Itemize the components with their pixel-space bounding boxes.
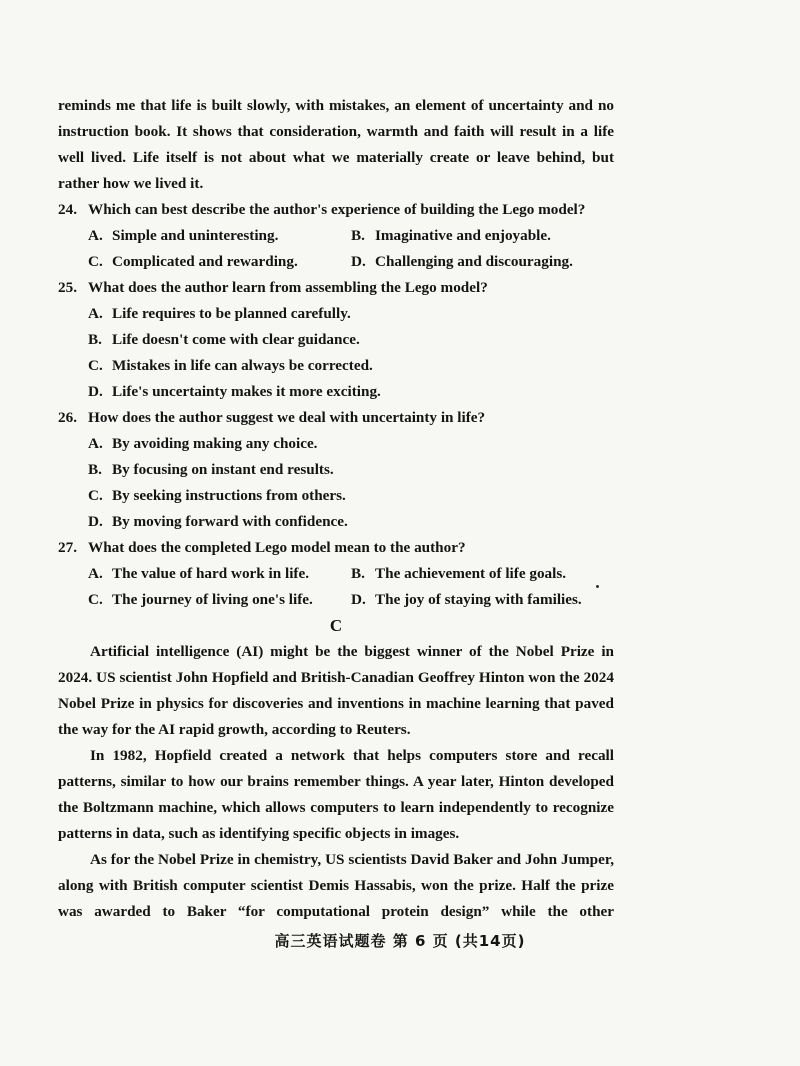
- page-content: [58, 93, 614, 925]
- section-paragraph-2: In 1982, Hopfield created a network that helps computers store and recall patterns, similar to how our brains remember things. A year later, Hinton developed the Boltzmann machine, which allows computers to learn independently to recognize patterns in data, such as identifying specific objects in images.: [58, 747, 614, 842]
- option-27-a[interactable]: A. The value of hard work in life.: [88, 565, 310, 582]
- question-stem: What does the completed Lego model mean to the author?: [88, 539, 466, 556]
- question-number: 25.: [58, 279, 77, 296]
- option-26-c[interactable]: C. By seeking instructions from others.: [88, 487, 346, 504]
- option-26-b[interactable]: B. By focusing on instant end results.: [88, 461, 334, 478]
- option-24-a[interactable]: A. Simple and uninteresting.: [88, 227, 279, 244]
- option-27-d[interactable]: D. The joy of staying with families.: [351, 591, 582, 608]
- passage-ending-paragraph: reminds me that life is built slowly, with mistakes, an element of uncertainty and no instruction book. It shows that consideration, warmth and faith will result in a life well lived. Life itself is not about what we materially create or leave behind, but rather how we lived it.: [58, 97, 614, 192]
- options-26: [58, 431, 614, 535]
- ink-speck: [596, 585, 599, 588]
- question-stem: How does the author suggest we deal with uncertainty in life?: [88, 409, 486, 426]
- section-paragraph-3: As for the Nobel Prize in chemistry, US scientists David Baker and John Jumper, along with British computer scientist Demis Hassabis, won the prize. Half the prize was awarded to Baker “for computational protein design” while the other: [58, 851, 614, 920]
- option-25-d[interactable]: D. Life's uncertainty makes it more exciting.: [88, 383, 381, 400]
- option-25-a[interactable]: A. Life requires to be planned carefully.: [88, 305, 351, 322]
- option-26-d[interactable]: D. By moving forward with confidence.: [88, 513, 348, 530]
- option-24-b[interactable]: B. Imaginative and enjoyable.: [351, 227, 551, 244]
- option-24-c[interactable]: C. Complicated and rewarding.: [88, 253, 298, 270]
- question-number: 24.: [58, 201, 77, 218]
- question-stem: What does the author learn from assembling the Lego model?: [88, 279, 488, 296]
- question-25: [58, 275, 614, 301]
- options-25: [58, 301, 614, 405]
- question-24: [58, 197, 614, 223]
- option-27-b[interactable]: B. The achievement of life goals.: [351, 565, 567, 582]
- options-24: [58, 223, 614, 275]
- option-25-c[interactable]: C. Mistakes in life can always be corrected.: [88, 357, 373, 374]
- option-25-b[interactable]: B. Life doesn't come with clear guidance.: [88, 331, 360, 348]
- question-stem: Which can best describe the author's experience of building the Lego model?: [88, 201, 586, 218]
- section-paragraph-1: Artificial intelligence (AI) might be the biggest winner of the Nobel Prize in 2024. US scientist John Hopfield and British-Canadian Geoffrey Hinton won the 2024 Nobel Prize in physics for discoveries and inventions in machine learning that paved the way for the AI rapid growth, according to Reuters.: [58, 643, 614, 738]
- question-27: [58, 535, 614, 561]
- option-26-a[interactable]: A. By avoiding making any choice.: [88, 435, 318, 452]
- question-26: [58, 405, 614, 431]
- option-24-d[interactable]: D. Challenging and discouraging.: [351, 253, 573, 270]
- page-footer: 高三英语试题卷 第 6 页 (共14页): [274, 932, 526, 950]
- question-number: 27.: [58, 539, 77, 556]
- options-27: [58, 561, 614, 613]
- section-heading: C: [329, 616, 343, 635]
- question-number: 26.: [58, 409, 77, 426]
- option-27-c[interactable]: C. The journey of living one's life.: [88, 591, 313, 608]
